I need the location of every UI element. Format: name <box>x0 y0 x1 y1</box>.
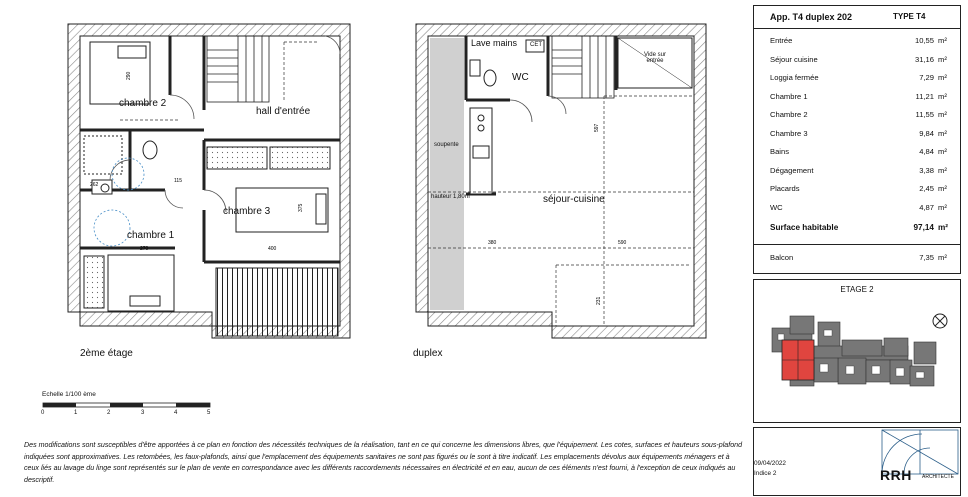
label-cet: CET <box>530 42 542 48</box>
surface-unit: m² <box>938 202 947 212</box>
surface-value: 11,55 <box>915 110 934 119</box>
surface-label: WC <box>770 202 783 212</box>
surface-label: Loggia fermée <box>770 73 819 82</box>
surface-label: Surface habitable <box>770 223 839 232</box>
dim-290: 290 <box>126 71 132 80</box>
surface-value: 4,84 <box>919 147 934 156</box>
surface-value: 97,14 <box>913 223 934 232</box>
plan-2eme-etage <box>68 24 350 338</box>
surface-unit: m² <box>938 110 947 119</box>
surface-table-header <box>754 6 960 29</box>
room-label-chambre-2: chambre 2 <box>119 98 167 109</box>
room-label-chambre-1: chambre 1 <box>127 230 175 241</box>
surface-row <box>770 51 950 69</box>
plan-duplex <box>416 24 706 338</box>
surface-row <box>770 32 950 50</box>
plan-index: Indice 2 <box>754 470 777 477</box>
surface-label: Dégagement <box>770 165 814 175</box>
north-compass-icon <box>933 314 947 328</box>
locator-map <box>754 280 960 422</box>
surface-unit: m² <box>938 184 947 193</box>
surface-row <box>770 162 950 180</box>
dim-380: 380 <box>488 240 497 246</box>
surface-row <box>770 180 950 198</box>
scale-tick: 2 <box>107 410 111 416</box>
surface-unit: m² <box>938 223 949 232</box>
label-soupente: soupente <box>434 142 459 148</box>
room-label-hall: hall d'entrée <box>256 106 311 117</box>
surface-unit: m² <box>938 253 947 262</box>
surface-unit: m² <box>938 165 947 175</box>
table-divider <box>754 244 960 245</box>
dim-375: 375 <box>298 203 304 212</box>
surface-value: 3,38 <box>919 165 934 175</box>
room-label-sejour-cuisine: séjour-cuisine <box>543 194 605 205</box>
apartment-title: App. T4 duplex 202 <box>770 12 853 22</box>
surface-unit: m² <box>938 54 947 64</box>
surface-table <box>753 5 961 274</box>
level-label-2eme-etage: 2ème étage <box>80 348 133 359</box>
surface-value: 7,29 <box>919 73 934 82</box>
dim-400: 400 <box>268 246 277 252</box>
surface-value: 2,45 <box>919 184 934 193</box>
dim-115: 115 <box>174 178 182 184</box>
surface-row <box>770 69 950 87</box>
surface-row <box>770 125 950 143</box>
surface-unit: m² <box>938 147 947 156</box>
balcon-row <box>770 249 950 267</box>
surface-label: Placards <box>770 184 800 193</box>
surface-value: 11,21 <box>915 91 934 101</box>
dim-262: 262 <box>90 182 99 188</box>
scale-tick: 3 <box>141 410 145 416</box>
surface-row <box>770 199 950 217</box>
surface-unit: m² <box>938 91 947 101</box>
level-label-duplex: duplex <box>413 348 443 359</box>
scale-bar <box>43 403 210 407</box>
label-hauteur: hauteur 1,80m <box>431 194 470 200</box>
surface-value: 10,55 <box>914 36 934 45</box>
dim-231: 231 <box>596 296 602 305</box>
plan-date: 09/04/2022 <box>754 460 786 467</box>
scale-tick: 4 <box>174 410 178 416</box>
room-label-wc: WC <box>512 72 529 83</box>
title-block <box>753 427 961 496</box>
scale-tick: 5 <box>207 410 211 416</box>
apartment-type: TYPE T4 <box>893 12 926 21</box>
surface-row <box>770 106 950 124</box>
surface-value: 7,35 <box>919 253 934 262</box>
disclaimer-text: Des modifications sont susceptibles d'être apportées à ce plan en fonction des nécessités techniques de la réalisation, tant en ce qui concerne les dimensions libres, que l'équipement. Les cotes, surfaces et hauteurs sous-plafond indiquées sont approximatives. Les retombées, les faux-plafonds, ainsi que l'emplacement des équipements sanitaires ne sont pas figurés ou le sont à titre indicatif. Les emplacements dévolus aux équipements ménagers et à ceux liés au lavage du linge sont représentés sur le plan de vente en correspondance avec les différents raccordements nécessaires en électricité et en eau, aucun de ces éléments n'est fourni, à l'exception de ceux indiqués au descriptif. <box>24 441 743 484</box>
floor-locator <box>753 279 961 423</box>
surface-label: Chambre 1 <box>770 91 808 101</box>
dim-597: 597 <box>594 123 600 132</box>
scale-label: Echelle 1/100 ème <box>42 391 96 398</box>
scale-tick: 1 <box>74 410 78 416</box>
surface-unit: m² <box>938 128 947 138</box>
surface-value: 4,87 <box>919 202 934 212</box>
surface-row <box>770 143 950 161</box>
surface-value: 9,84 <box>919 128 934 138</box>
surface-label: Chambre 3 <box>770 128 808 138</box>
surface-value: 31,16 <box>914 54 934 64</box>
scale-tick: 0 <box>41 410 45 416</box>
dim-270: 270 <box>140 246 149 252</box>
dim-590: 590 <box>618 240 627 246</box>
room-label-chambre-3: chambre 3 <box>223 206 271 217</box>
surface-label: Bains <box>770 147 789 156</box>
architect-logo-text: RRH <box>880 467 912 483</box>
room-label-lave-mains: Lave mains <box>471 38 518 48</box>
locator-title: ETAGE 2 <box>840 285 874 294</box>
surface-unit: m² <box>938 36 947 45</box>
label-vide-sur-entree: Vide sur entrée <box>644 52 666 64</box>
surface-total-row <box>770 219 950 237</box>
surface-label: Chambre 2 <box>770 110 808 119</box>
architect-logo-subtitle: ARCHITECTE <box>922 474 954 480</box>
surface-row <box>770 88 950 106</box>
surface-label: Entrée <box>770 36 793 45</box>
surface-label: Séjour cuisine <box>770 54 818 64</box>
surface-label: Balcon <box>770 253 794 262</box>
surface-unit: m² <box>938 73 947 82</box>
